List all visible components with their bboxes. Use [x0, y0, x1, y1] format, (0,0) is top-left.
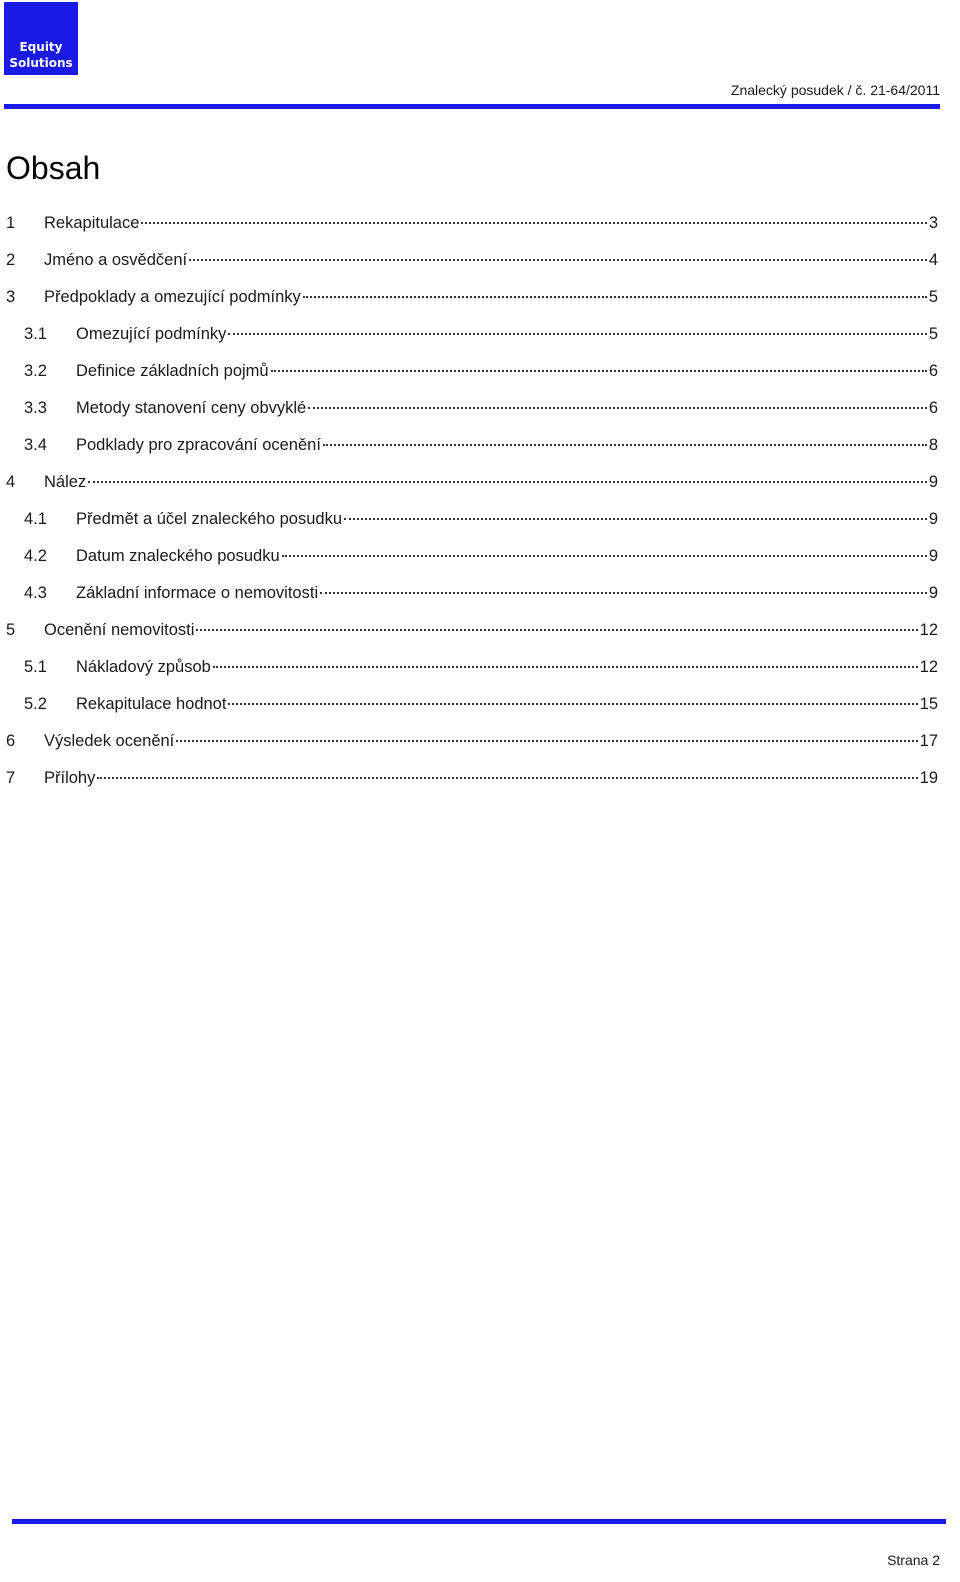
toc-entry-number: 5: [6, 621, 16, 639]
toc-entry-page: 5: [928, 288, 938, 306]
logo-line-2: Solutions: [9, 56, 73, 70]
toc-entry-number: 5.1: [24, 658, 47, 676]
toc-entry-number: 6: [6, 732, 16, 750]
toc-entry-page: 9: [928, 584, 938, 602]
toc-dot-leader: [303, 296, 927, 298]
toc-entry-label: Přílohy: [44, 769, 96, 787]
toc-dot-leader: [323, 444, 927, 446]
toc-entry-label: Předmět a účel znaleckého posudku: [76, 510, 342, 528]
toc-entry-number: 7: [6, 769, 16, 787]
toc-dot-leader: [176, 740, 917, 742]
toc-entry-number: 4: [6, 473, 16, 491]
toc-entry[interactable]: [6, 251, 938, 288]
page-title: Obsah: [6, 150, 101, 186]
toc-entry-page: 12: [919, 621, 938, 639]
toc-entry-page: 15: [919, 695, 938, 713]
toc-entry-label: Jméno a osvědčení: [44, 251, 188, 269]
toc-entry[interactable]: [6, 621, 938, 658]
toc-entry-page: 9: [928, 473, 938, 491]
toc-entry-number: 2: [6, 251, 16, 269]
company-logo: [4, 2, 78, 75]
toc-entry[interactable]: [6, 473, 938, 510]
toc-entry-label: Nález: [44, 473, 87, 491]
toc-entry-label: Základní informace o nemovitosti: [76, 584, 319, 602]
toc-dot-leader: [320, 592, 927, 594]
toc-entry-number: 3.3: [24, 399, 47, 417]
header-divider: [4, 104, 940, 109]
toc-entry[interactable]: [6, 436, 938, 473]
toc-entry-label: Rekapitulace: [44, 214, 140, 232]
toc-entry[interactable]: [6, 769, 938, 806]
toc-dot-leader: [189, 259, 927, 261]
toc-dot-leader: [141, 222, 926, 224]
toc-entry-label: Nákladový způsob: [76, 658, 211, 676]
toc-entry-number: 3.1: [24, 325, 47, 343]
toc-entry-label: Omezující podmínky: [76, 325, 227, 343]
toc-entry[interactable]: [6, 510, 938, 547]
toc-entry-label: Předpoklady a omezující podmínky: [44, 288, 301, 306]
toc-entry-page: 5: [928, 325, 938, 343]
toc-entry-number: 1: [6, 214, 16, 232]
table-of-contents: [6, 214, 938, 806]
toc-entry-page: 9: [928, 547, 938, 565]
toc-entry[interactable]: [6, 695, 938, 732]
toc-entry-page: 8: [928, 436, 938, 454]
toc-entry-number: 4.1: [24, 510, 47, 528]
toc-dot-leader: [308, 407, 927, 409]
toc-dot-leader: [282, 555, 927, 557]
toc-dot-leader: [228, 703, 917, 705]
toc-entry-number: 3.4: [24, 436, 47, 454]
logo-line-1: Equity: [19, 40, 63, 54]
toc-entry[interactable]: [6, 214, 938, 251]
toc-entry[interactable]: [6, 362, 938, 399]
toc-entry-page: 17: [919, 732, 938, 750]
toc-entry-label: Datum znaleckého posudku: [76, 547, 280, 565]
toc-entry[interactable]: [6, 399, 938, 436]
toc-dot-leader: [228, 333, 926, 335]
toc-entry-label: Podklady pro zpracování ocenění: [76, 436, 321, 454]
toc-entry[interactable]: [6, 288, 938, 325]
toc-entry-page: 6: [928, 399, 938, 417]
toc-entry[interactable]: [6, 325, 938, 362]
toc-entry-page: 6: [928, 362, 938, 380]
toc-entry-page: 9: [928, 510, 938, 528]
toc-entry[interactable]: [6, 658, 938, 695]
toc-dot-leader: [196, 629, 917, 631]
footer-divider: [12, 1519, 946, 1524]
toc-entry-number: 5.2: [24, 695, 47, 713]
toc-entry-page: 4: [928, 251, 938, 269]
toc-entry-label: Ocenění nemovitosti: [44, 621, 195, 639]
toc-entry-number: 3.2: [24, 362, 47, 380]
toc-entry[interactable]: [6, 547, 938, 584]
toc-entry-label: Rekapitulace hodnot: [76, 695, 227, 713]
document-reference: Znalecký posudek / č. 21-64/2011: [730, 82, 940, 98]
toc-entry[interactable]: [6, 732, 938, 769]
page-number: Strana 2: [887, 1552, 940, 1568]
toc-entry-number: 4.3: [24, 584, 47, 602]
toc-entry-page: 19: [919, 769, 938, 787]
toc-dot-leader: [97, 777, 917, 779]
toc-dot-leader: [213, 666, 918, 668]
toc-entry-page: 12: [919, 658, 938, 676]
toc-entry-label: Definice základních pojmů: [76, 362, 269, 380]
toc-entry-label: Výsledek ocenění: [44, 732, 175, 750]
toc-entry[interactable]: [6, 584, 938, 621]
toc-dot-leader: [271, 370, 927, 372]
toc-entry-page: 3: [928, 214, 938, 232]
toc-entry-number: 3: [6, 288, 16, 306]
toc-entry-number: 4.2: [24, 547, 47, 565]
toc-dot-leader: [88, 481, 927, 483]
toc-entry-label: Metody stanovení ceny obvyklé: [76, 399, 307, 417]
toc-dot-leader: [344, 518, 927, 520]
